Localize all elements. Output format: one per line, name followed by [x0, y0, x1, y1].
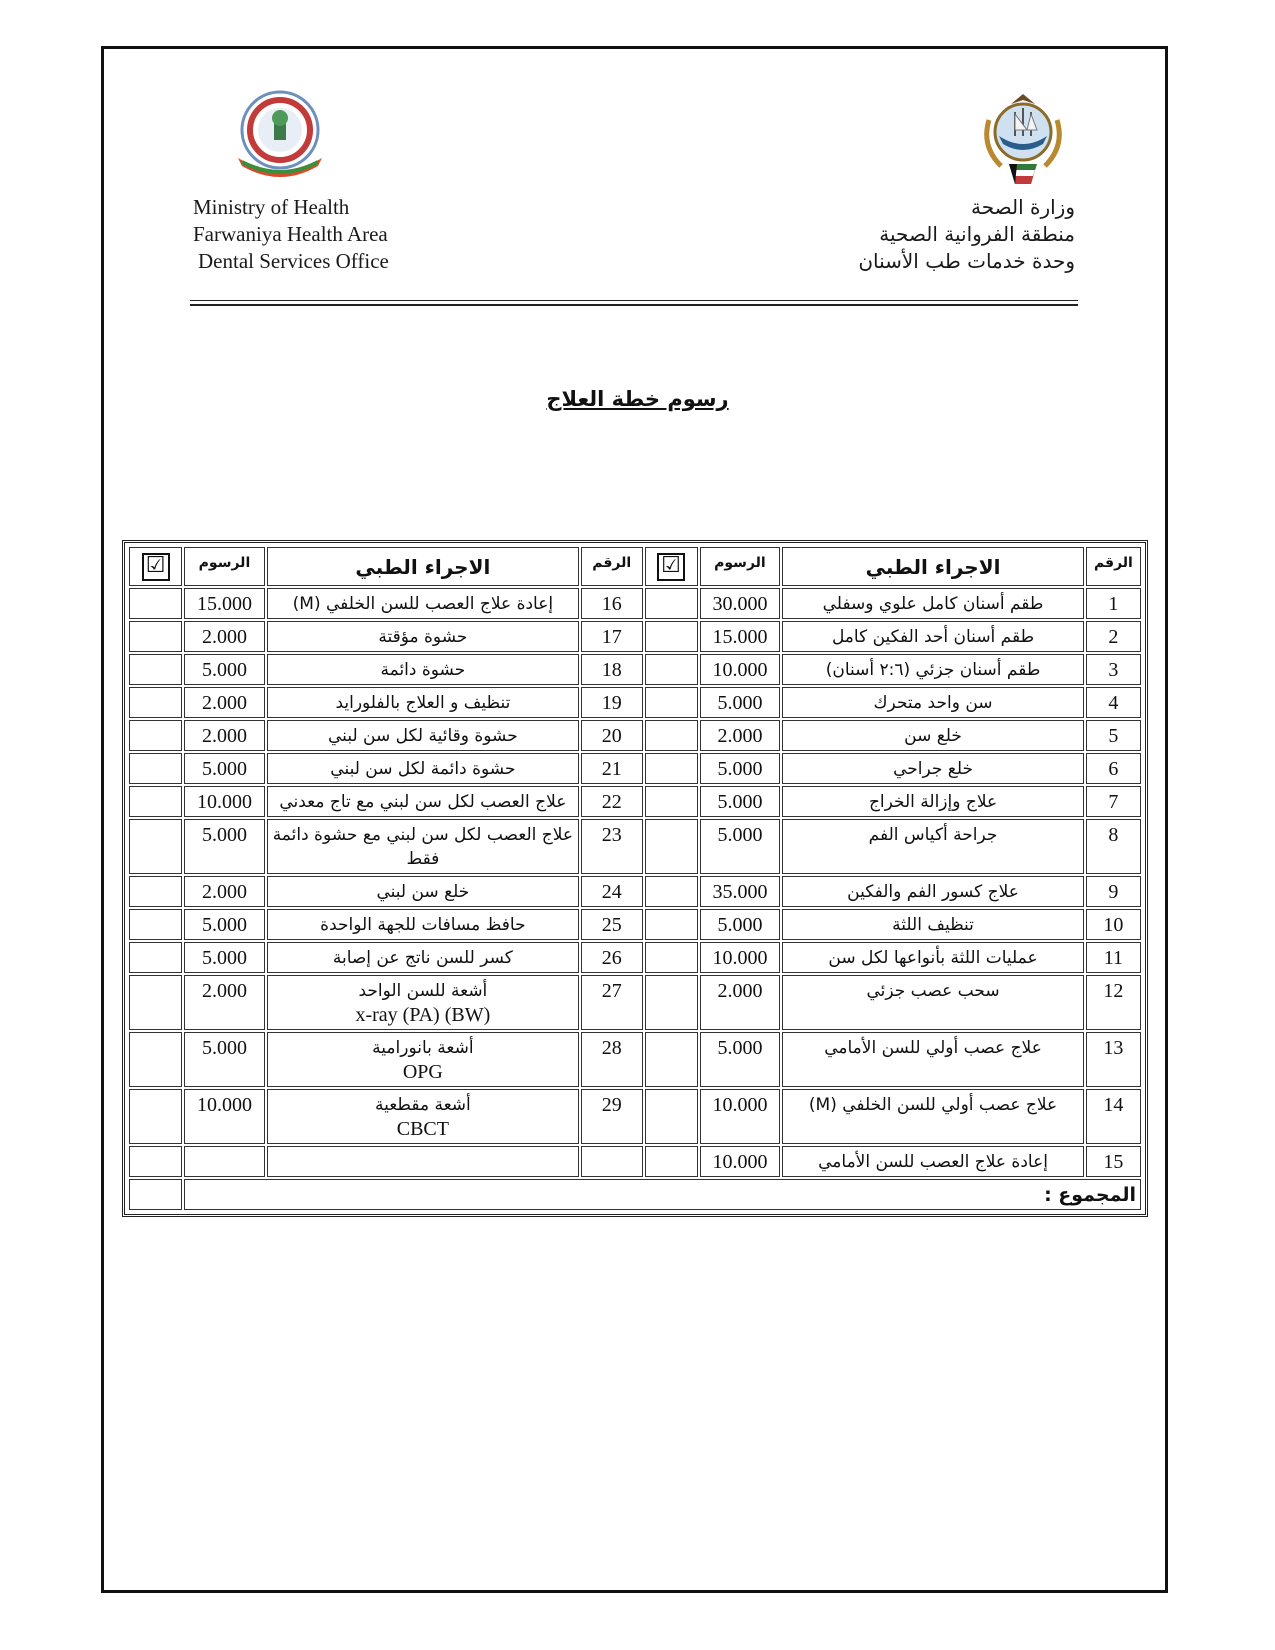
row-fee-2 — [184, 621, 265, 652]
table-row — [129, 1146, 1141, 1177]
row-fee-2-text: 5.000 — [201, 824, 247, 846]
row-procedure-2-text: حشوة وقائية لكل سن لبني — [328, 726, 518, 746]
health-area-en: Farwaniya Health Area — [193, 222, 388, 246]
row-number — [1086, 753, 1141, 784]
row-number-text: 3 — [1108, 659, 1119, 681]
row-fee-text: 5.000 — [717, 914, 763, 936]
row-number-text: 12 — [1103, 980, 1124, 1002]
row-fee-text: 30.000 — [712, 593, 768, 615]
row-procedure-2 — [267, 1089, 579, 1144]
row-number — [1086, 621, 1141, 652]
fees-table-container — [122, 540, 1148, 1217]
row-number-2 — [581, 975, 643, 1030]
row-procedure — [782, 1089, 1084, 1144]
header-arabic — [858, 194, 1075, 275]
row-procedure-2-text: حشوة مؤقتة — [378, 627, 468, 647]
row-procedure-2-text: علاج العصب لكل سن لبني مع حشوة دائمة فقط — [272, 825, 574, 869]
row-fee-2-text: 15.000 — [196, 593, 252, 615]
office-name-ar: وحدة خدمات طب الأسنان — [858, 249, 1075, 273]
row-number-2 — [581, 753, 643, 784]
row-number-text: 15 — [1103, 1151, 1124, 1173]
ministry-name-en: Ministry of Health — [193, 195, 350, 219]
row-check-cell-2[interactable] — [129, 753, 182, 784]
table-row — [129, 975, 1141, 1030]
row-fee — [700, 1089, 781, 1144]
row-fee-2-text: 5.000 — [201, 1037, 247, 1059]
table-row — [129, 942, 1141, 973]
row-procedure-text: سحب عصب جزئي — [866, 981, 1000, 1001]
table-header-row — [129, 547, 1141, 586]
row-check-cell[interactable] — [645, 942, 698, 973]
header-fee-2: الرسوم — [184, 547, 265, 586]
row-procedure-2-text: أشعة بانورامية — [372, 1038, 474, 1058]
row-fee-text: 5.000 — [717, 758, 763, 780]
header-check-2 — [129, 547, 182, 586]
row-fee-2-text: 2.000 — [201, 626, 247, 648]
row-fee — [700, 588, 781, 619]
row-procedure-2-text: أشعة للسن الواحد — [358, 981, 488, 1001]
row-check-cell[interactable] — [645, 1089, 698, 1144]
row-fee-2-text: 5.000 — [201, 758, 247, 780]
row-check-cell-2[interactable] — [129, 975, 182, 1030]
row-procedure-text: علاج عصب أولي للسن الخلفي (M) — [808, 1095, 1058, 1115]
row-number-2 — [581, 1146, 643, 1177]
row-number-2-text: 25 — [601, 914, 622, 936]
row-procedure-2-text: خلع سن لبني — [376, 882, 470, 902]
row-number-text: 4 — [1108, 692, 1119, 714]
checkbox-checked-icon: ☑ — [657, 553, 685, 581]
row-fee — [700, 753, 781, 784]
table-row — [129, 621, 1141, 652]
checkbox-checked-icon: ☑ — [142, 553, 170, 581]
row-fee-2-text: 2.000 — [201, 692, 247, 714]
row-check-cell-2[interactable] — [129, 720, 182, 751]
office-name-en: Dental Services Office — [198, 249, 389, 273]
row-number-2-text: 26 — [601, 947, 622, 969]
header-check — [645, 547, 698, 586]
row-fee-text: 35.000 — [712, 881, 768, 903]
farwaniya-health-logo-icon — [228, 88, 332, 180]
row-procedure — [782, 909, 1084, 940]
row-fee — [700, 786, 781, 817]
row-fee-2-text: 5.000 — [201, 659, 247, 681]
row-number-2-text: 28 — [601, 1037, 622, 1059]
row-fee-2 — [184, 687, 265, 718]
row-number-2-text: 22 — [601, 791, 622, 813]
row-fee — [700, 819, 781, 874]
row-number-text: 9 — [1108, 881, 1119, 903]
row-fee-2 — [184, 1032, 265, 1087]
row-procedure — [782, 720, 1084, 751]
row-fee-2 — [184, 588, 265, 619]
row-fee-2-text: 2.000 — [201, 980, 247, 1002]
row-number-2 — [581, 720, 643, 751]
row-number-text: 5 — [1108, 725, 1119, 747]
row-procedure-2 — [267, 687, 579, 718]
row-procedure-2-text: أشعة مقطعية — [374, 1095, 471, 1115]
row-number — [1086, 942, 1141, 973]
row-check-cell[interactable] — [645, 1146, 698, 1177]
row-check-cell[interactable] — [645, 1032, 698, 1087]
row-check-cell[interactable] — [645, 753, 698, 784]
row-procedure-sub-text: OPG — [402, 1061, 443, 1083]
row-fee-text: 5.000 — [717, 692, 763, 714]
row-fee-text: 5.000 — [717, 824, 763, 846]
row-procedure-2-text: علاج العصب لكل سن لبني مع تاج معدني — [279, 792, 567, 812]
row-number-text: 13 — [1103, 1037, 1124, 1059]
row-fee-text: 5.000 — [717, 791, 763, 813]
row-procedure-text: سن واحد متحرك — [873, 693, 993, 713]
row-number-2-text: 27 — [601, 980, 622, 1002]
row-check-cell[interactable] — [645, 876, 698, 907]
row-procedure — [782, 753, 1084, 784]
row-number-2 — [581, 654, 643, 685]
row-fee — [700, 975, 781, 1030]
row-procedure-text: خلع سن — [904, 726, 962, 746]
row-number-2 — [581, 1089, 643, 1144]
row-check-cell[interactable] — [645, 909, 698, 940]
row-check-cell-2[interactable] — [129, 621, 182, 652]
row-fee-2-text: 2.000 — [201, 725, 247, 747]
row-number — [1086, 876, 1141, 907]
row-procedure-2 — [267, 1032, 579, 1087]
total-row — [129, 1179, 1141, 1210]
row-procedure-2-text: إعادة علاج العصب للسن الخلفي (M) — [292, 594, 554, 614]
header-procedure-2: الاجراء الطبي — [267, 547, 579, 586]
row-number-2 — [581, 819, 643, 874]
row-procedure-text: علاج كسور الفم والفكين — [847, 882, 1019, 902]
row-procedure-2 — [267, 720, 579, 751]
row-procedure — [782, 975, 1084, 1030]
row-number-2 — [581, 687, 643, 718]
row-number-2-text: 18 — [601, 659, 622, 681]
row-number — [1086, 786, 1141, 817]
row-number-2 — [581, 621, 643, 652]
row-number-text: 8 — [1108, 824, 1119, 846]
row-fee — [700, 621, 781, 652]
row-fee-2 — [184, 975, 265, 1030]
row-procedure-2 — [267, 654, 579, 685]
row-number-2 — [581, 1032, 643, 1087]
state-emblem-icon — [975, 90, 1071, 190]
row-fee-text: 10.000 — [712, 1151, 768, 1173]
table-row — [129, 753, 1141, 784]
row-fee-text: 2.000 — [717, 725, 763, 747]
row-number-2 — [581, 942, 643, 973]
row-number-2-text: 19 — [601, 692, 622, 714]
total-label: المجموع : — [184, 1179, 1141, 1210]
row-procedure-text: طقم أسنان أحد الفكين كامل — [831, 627, 1035, 647]
ministry-name-ar: وزارة الصحة — [971, 195, 1075, 219]
row-check-cell[interactable] — [645, 819, 698, 874]
health-area-ar: منطقة الفروانية الصحية — [879, 222, 1075, 246]
row-procedure — [782, 876, 1084, 907]
row-number-text: 11 — [1103, 947, 1124, 969]
row-check-cell-2[interactable] — [129, 942, 182, 973]
header-fee: الرسوم — [700, 547, 781, 586]
row-number-2-text: 29 — [601, 1094, 622, 1116]
row-fee — [700, 876, 781, 907]
table-row — [129, 819, 1141, 874]
row-procedure-2 — [267, 942, 579, 973]
row-number-2-text: 23 — [601, 824, 622, 846]
row-check-cell-2[interactable] — [129, 1089, 182, 1144]
row-check-cell[interactable] — [645, 654, 698, 685]
row-number-text: 2 — [1108, 626, 1119, 648]
header-divider-thick — [190, 304, 1078, 306]
row-procedure-text: تنظيف اللثة — [892, 915, 974, 935]
header-number: الرقم — [1086, 547, 1141, 586]
row-procedure-2-text: تنظيف و العلاج بالفلورايد — [335, 693, 511, 713]
row-check-cell[interactable] — [645, 720, 698, 751]
row-check-cell[interactable] — [645, 687, 698, 718]
total-value-field[interactable] — [129, 1179, 182, 1210]
row-procedure-2 — [267, 909, 579, 940]
row-number — [1086, 720, 1141, 751]
row-number-2 — [581, 588, 643, 619]
row-fee — [700, 654, 781, 685]
table-row — [129, 720, 1141, 751]
row-procedure-2-text: كسر للسن ناتج عن إصابة — [332, 948, 513, 968]
row-procedure-2 — [267, 1146, 579, 1177]
row-fee-2 — [184, 654, 265, 685]
row-procedure-text: عمليات اللثة بأنواعها لكل سن — [828, 948, 1038, 968]
row-number-2 — [581, 786, 643, 817]
row-fee-2-text: 2.000 — [201, 881, 247, 903]
row-procedure-sub-text: CBCT — [396, 1118, 449, 1140]
row-fee — [700, 1032, 781, 1087]
row-procedure-text: طقم أسنان جزئي (٢:٦ أسنان) — [825, 660, 1041, 680]
row-fee-2 — [184, 909, 265, 940]
row-number-2-text: 20 — [601, 725, 622, 747]
row-procedure-sub-text: x-ray (PA) (BW) — [355, 1004, 491, 1026]
row-number-2-text: 16 — [601, 593, 622, 615]
row-procedure-2 — [267, 975, 579, 1030]
row-number — [1086, 909, 1141, 940]
row-check-cell[interactable] — [645, 975, 698, 1030]
row-procedure-2 — [267, 753, 579, 784]
row-fee-2-text: 10.000 — [196, 791, 252, 813]
row-fee-2-text: 10.000 — [196, 1094, 252, 1116]
row-number-2 — [581, 876, 643, 907]
row-procedure-2 — [267, 876, 579, 907]
row-check-cell-2[interactable] — [129, 588, 182, 619]
row-fee-text: 15.000 — [712, 626, 768, 648]
row-fee-text: 5.000 — [717, 1037, 763, 1059]
table-row — [129, 876, 1141, 907]
row-number-text: 10 — [1103, 914, 1124, 936]
fees-table — [127, 545, 1143, 1212]
row-procedure — [782, 1146, 1084, 1177]
row-procedure-text: إعادة علاج العصب للسن الأمامي — [818, 1152, 1048, 1172]
row-procedure-2-text: حشوة دائمة لكل سن لبني — [330, 759, 516, 779]
page-title: رسوم خطة العلاج — [546, 387, 729, 411]
row-number-2-text: 21 — [601, 758, 622, 780]
table-row — [129, 786, 1141, 817]
table-row — [129, 1032, 1141, 1087]
row-fee-text: 10.000 — [712, 659, 768, 681]
row-number — [1086, 687, 1141, 718]
row-fee — [700, 909, 781, 940]
row-fee-2-text: 5.000 — [201, 914, 247, 936]
row-check-cell[interactable] — [645, 786, 698, 817]
table-row — [129, 1089, 1141, 1144]
fees-table-body — [129, 588, 1141, 1177]
row-fee-2 — [184, 753, 265, 784]
header-procedure: الاجراء الطبي — [782, 547, 1084, 586]
row-procedure-text: طقم أسنان كامل علوي وسفلي — [822, 594, 1044, 614]
row-check-cell[interactable] — [645, 588, 698, 619]
row-procedure-2 — [267, 819, 579, 874]
row-procedure — [782, 687, 1084, 718]
row-number — [1086, 975, 1141, 1030]
table-row — [129, 588, 1141, 619]
header-number-2: الرقم — [581, 547, 643, 586]
row-procedure — [782, 1032, 1084, 1087]
row-procedure — [782, 621, 1084, 652]
row-number — [1086, 1146, 1141, 1177]
row-check-cell-2[interactable] — [129, 1032, 182, 1087]
row-number-2-text: 17 — [601, 626, 622, 648]
row-fee — [700, 942, 781, 973]
row-check-cell-2[interactable] — [129, 1146, 182, 1177]
row-check-cell-2[interactable] — [129, 786, 182, 817]
row-procedure-2 — [267, 621, 579, 652]
row-fee-2 — [184, 942, 265, 973]
row-procedure — [782, 786, 1084, 817]
row-procedure — [782, 588, 1084, 619]
row-check-cell-2[interactable] — [129, 876, 182, 907]
row-fee-2 — [184, 1089, 265, 1144]
row-procedure-text: خلع جراحي — [893, 759, 973, 779]
row-procedure-text: علاج وإزالة الخراج — [868, 792, 998, 812]
table-row — [129, 654, 1141, 685]
row-procedure-2-text: حافظ مسافات للجهة الواحدة — [320, 915, 526, 935]
row-procedure-2-text: حشوة دائمة — [380, 660, 466, 680]
row-number — [1086, 1032, 1141, 1087]
row-fee-text: 10.000 — [712, 1094, 768, 1116]
row-fee — [700, 687, 781, 718]
header-english — [193, 194, 389, 275]
row-procedure-text: علاج عصب أولي للسن الأمامي — [824, 1038, 1042, 1058]
table-row — [129, 687, 1141, 718]
row-number-text: 6 — [1108, 758, 1119, 780]
row-procedure-2 — [267, 786, 579, 817]
row-procedure — [782, 819, 1084, 874]
row-number — [1086, 819, 1141, 874]
row-number — [1086, 654, 1141, 685]
row-procedure — [782, 942, 1084, 973]
row-number-text: 14 — [1103, 1094, 1124, 1116]
row-number-text: 7 — [1108, 791, 1119, 813]
row-check-cell-2[interactable] — [129, 654, 182, 685]
row-fee-2-text: 5.000 — [201, 947, 247, 969]
row-fee-2 — [184, 1146, 265, 1177]
row-check-cell-2[interactable] — [129, 909, 182, 940]
row-number-2 — [581, 909, 643, 940]
row-fee-2 — [184, 819, 265, 874]
row-number-text: 1 — [1108, 593, 1119, 615]
row-procedure-2 — [267, 588, 579, 619]
row-fee-2 — [184, 720, 265, 751]
row-fee-text: 10.000 — [712, 947, 768, 969]
row-fee — [700, 1146, 781, 1177]
row-number — [1086, 1089, 1141, 1144]
row-check-cell[interactable] — [645, 621, 698, 652]
row-procedure — [782, 654, 1084, 685]
row-fee-2 — [184, 786, 265, 817]
header-divider — [190, 300, 1078, 301]
row-procedure-text: جراحة أكياس الفم — [868, 825, 998, 845]
row-fee — [700, 720, 781, 751]
row-check-cell-2[interactable] — [129, 687, 182, 718]
row-fee-2 — [184, 876, 265, 907]
table-row — [129, 909, 1141, 940]
row-number — [1086, 588, 1141, 619]
row-number-2-text: 24 — [601, 881, 622, 903]
row-check-cell-2[interactable] — [129, 819, 182, 874]
row-fee-text: 2.000 — [717, 980, 763, 1002]
